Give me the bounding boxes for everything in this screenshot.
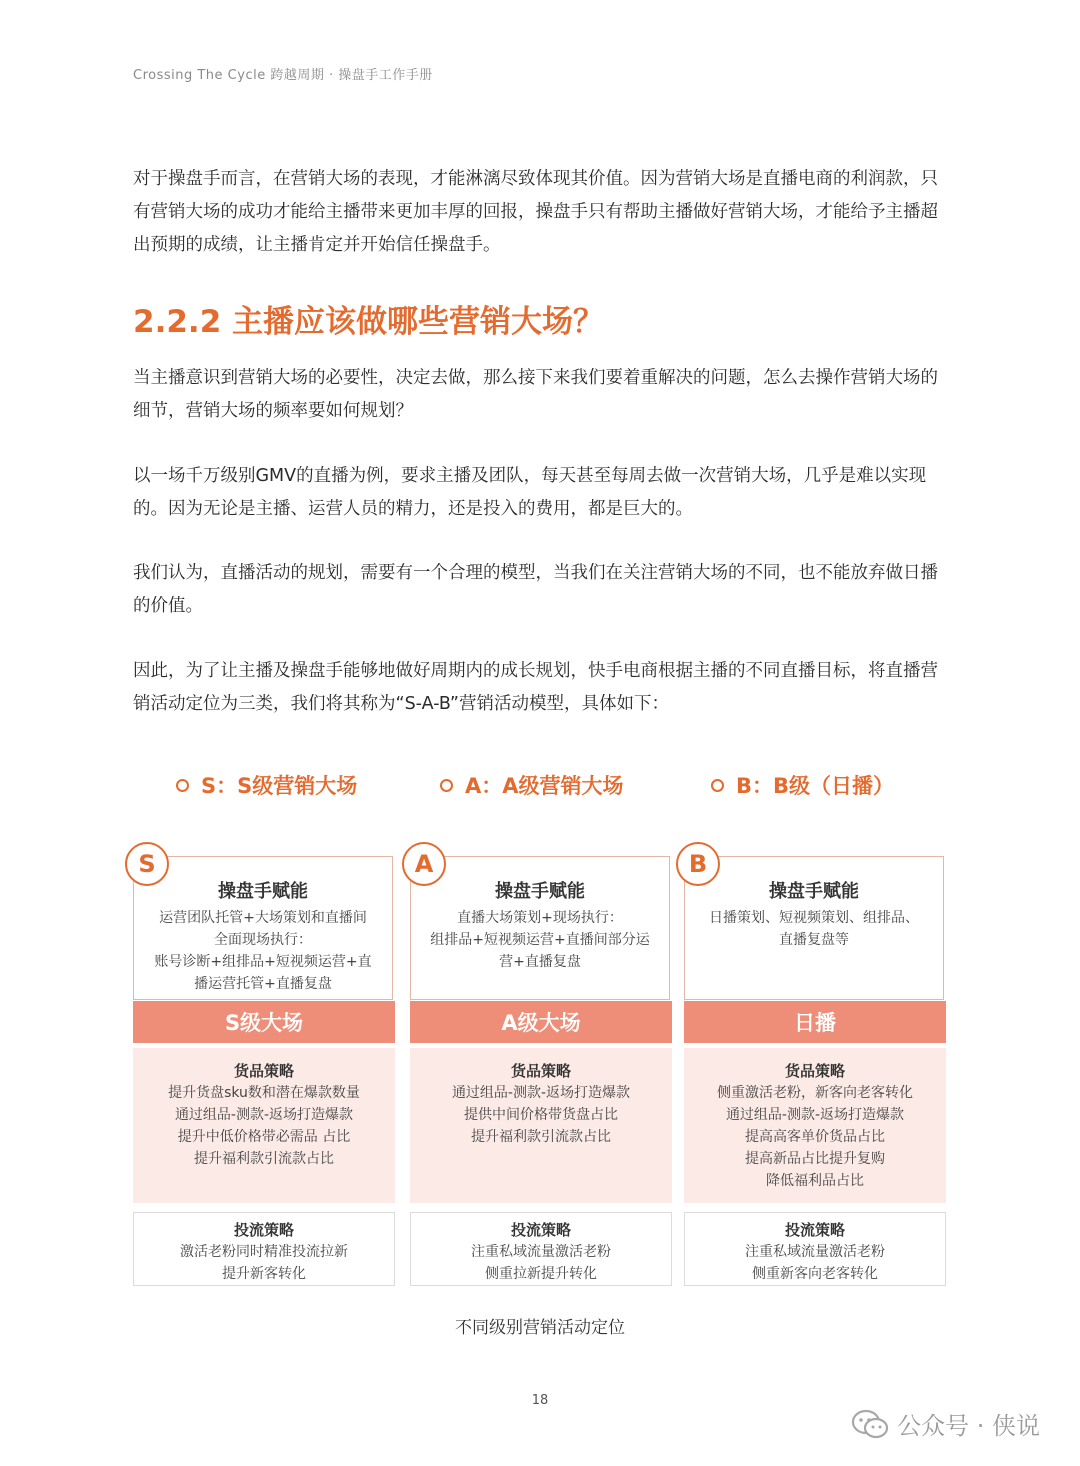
tier-badge-s: S <box>125 842 169 886</box>
watermark-text: 公众号 · 侠说 <box>897 1412 1040 1440</box>
circle-bullet-icon <box>440 779 453 792</box>
wechat-icon <box>851 1409 889 1439</box>
goods-strategy: 货品策略 提升货盘sku数和潜在爆款数量 通过组品-测款-返场打造爆款 提升中低价格带必需品 占比 提升福利款引流款占比 <box>133 1048 395 1203</box>
card-title: 操盘手赋能 <box>495 881 585 902</box>
enablement-card <box>133 856 393 1000</box>
goods-strategy: 货品策略 侧重激活老粉，新客向老客转化 通过组品-测款-返场打造爆款 提高高客单价货品占比 提高新品占比提升复购 降低福利品占比 <box>684 1048 946 1203</box>
body-paragraph: 因此，为了让主播及操盘手能够地做好周期内的成长规划，快手电商根据主播的不同直播目标，将直播营销活动定位为三类，我们将其称为“S-A-B”营销活动模型，具体如下： <box>133 661 938 714</box>
circle-bullet-icon <box>176 779 189 792</box>
traffic-strategy: 投流策略 注重私域流量激活老粉 侧重拉新提升转化 <box>410 1212 672 1286</box>
intro-paragraph: 对于操盘手而言，在营销大场的表现，才能淋漓尽致体现其价值。因为营销大场是直播电商的利润款，只有营销大场的成功才能给主播带来更加丰厚的回报，操盘手只有帮助主播做好营销大场，才能给予主播超出预期的成绩，让主播肯定并开始信任操盘手。 <box>133 169 938 255</box>
figure-caption: 不同级别营销活动定位 <box>455 1318 625 1338</box>
body-paragraph: 我们认为，直播活动的规划，需要有一个合理的模型，当我们在关注营销大场的不同，也不能放弃做日播的价值。 <box>133 563 938 616</box>
card-lines: 日播策划、短视频策划、组排品、 直播复盘等 <box>709 910 919 948</box>
card-title: 操盘手赋能 <box>218 881 308 902</box>
enablement-card <box>410 856 670 1000</box>
body-paragraph: 当主播意识到营销大场的必要性，决定去做，那么接下来我们要着重解决的问题，怎么去操作营销大场的细节，营销大场的频率要如何规划？ <box>133 368 938 421</box>
page-number: 18 <box>531 1393 549 1408</box>
circle-bullet-icon <box>711 779 724 792</box>
level-bar: 日播 <box>684 1001 946 1043</box>
tier-title-b: B：B级（日播） <box>711 770 894 800</box>
goods-strategy: 货品策略 通过组品-测款-返场打造爆款 提供中间价格带货盘占比 提升福利款引流款占比 <box>410 1048 672 1203</box>
traffic-strategy: 投流策略 注重私域流量激活老粉 侧重新客向老客转化 <box>684 1212 946 1286</box>
card-lines: 运营团队托管+大场策划和直播间 全面现场执行： 账号诊断+组排品+短视频运营+直 播运营托管+直播复盘 <box>154 910 372 992</box>
section-heading: 2.2.2 主播应该做哪些营销大场？ <box>133 304 605 340</box>
traffic-strategy: 投流策略 激活老粉同时精准投流拉新 提升新客转化 <box>133 1212 395 1286</box>
tier-title-a: A：A级营销大场 <box>440 770 624 800</box>
level-bar: A级大场 <box>410 1001 672 1043</box>
watermark <box>851 1406 1040 1441</box>
tier-badge-a: A <box>402 842 446 886</box>
tier-title-s: S：S级营销大场 <box>176 770 357 800</box>
level-bar: S级大场 <box>133 1001 395 1043</box>
running-header: Crossing The Cycle 跨越周期 · 操盘手工作手册 <box>133 68 433 83</box>
card-title: 操盘手赋能 <box>769 881 859 902</box>
tier-badge-b: B <box>676 842 720 886</box>
card-lines: 直播大场策划+现场执行： 组排品+短视频运营+直播间部分运 营+直播复盘 <box>430 910 650 970</box>
enablement-card <box>684 856 944 1000</box>
body-paragraph: 以一场千万级别GMV的直播为例，要求主播及团队，每天甚至每周去做一次营销大场，几乎是难以实现的。因为无论是主播、运营人员的精力，还是投入的费用，都是巨大的。 <box>133 466 927 519</box>
